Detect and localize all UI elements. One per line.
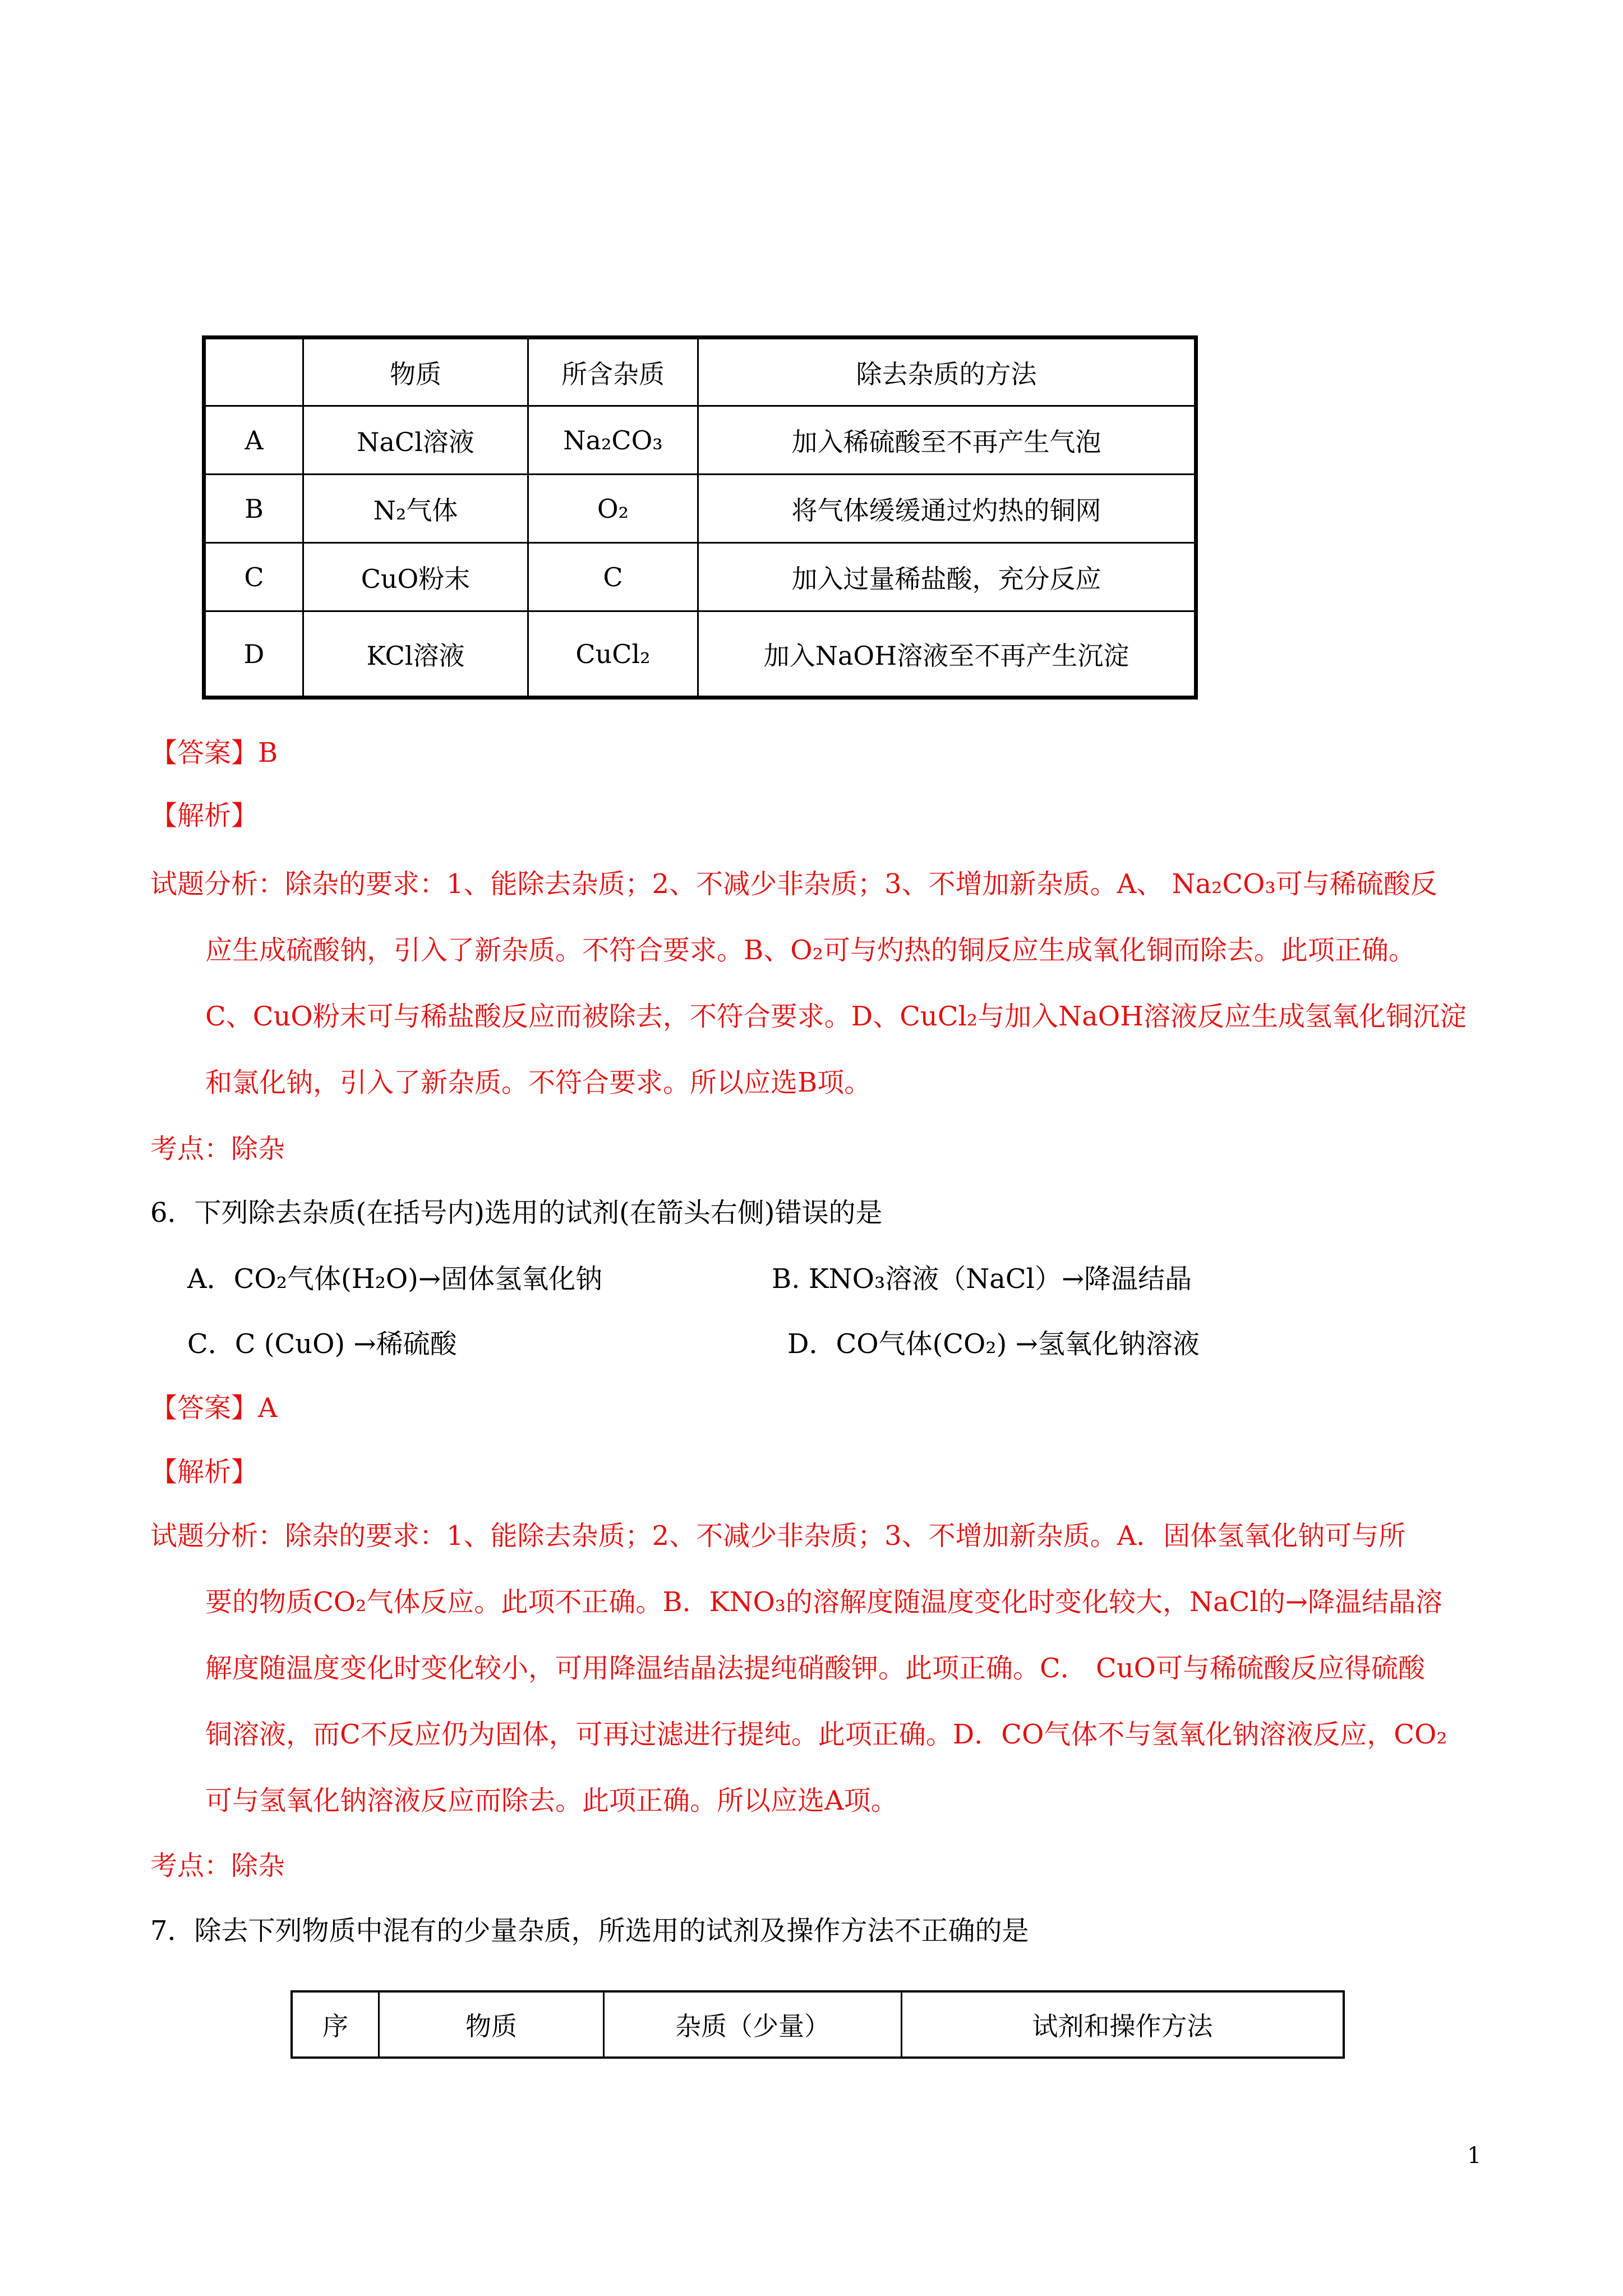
- question-6-option-a: A．CO₂气体(H₂O)→固体氢氧化钠: [187, 1263, 603, 1295]
- analysis-line: 试题分析：除杂的要求：1、能除去杂质；2、不减少非杂质；3、不增加新杂质。A．固体氢氧化钠可与所: [150, 1520, 1406, 1552]
- analysis-line: 铜溶液，而C不反应仍为固体，可再过滤进行提纯。此项正确。D．CO气体不与氢氧化钠溶液反应，CO₂: [205, 1719, 1447, 1750]
- table-cell: Na₂CO₃: [528, 406, 698, 475]
- table-cell: CuO粉末: [303, 543, 528, 611]
- table-cell: KCl溶液: [303, 611, 528, 698]
- table-cell: CuCl₂: [528, 611, 698, 698]
- table-cell: 将气体缓缓通过灼热的铜网: [698, 475, 1196, 543]
- page-number: 1: [1467, 2143, 1482, 2169]
- table-header-cell: 物质: [303, 338, 528, 406]
- analysis-line: 试题分析：除杂的要求：1、能除去杂质；2、不减少非杂质；3、不增加新杂质。A、 Na₂CO₃可与稀硫酸反: [150, 868, 1437, 900]
- table-cell: B: [204, 475, 303, 543]
- table-header-cell: 杂质（少量）: [604, 1991, 902, 2058]
- table-header-cell: 所含杂质: [528, 338, 698, 406]
- analysis-line: 要的物质CO₂气体反应。此项不正确。B．KNO₃的溶解度随温度变化时变化较大，NaCl的→降温结晶溶: [205, 1586, 1442, 1618]
- table-row: [204, 611, 1196, 698]
- table-cell: N₂气体: [303, 475, 528, 543]
- table-row: [204, 475, 1196, 543]
- question-6-option-d: D．CO气体(CO₂) →氢氧化钠溶液: [787, 1328, 1200, 1360]
- analysis-line: C、CuO粉末可与稀盐酸反应而被除去，不符合要求。D、CuCl₂与加入NaOH溶液反应生成氢氧化铜沉淀: [205, 1001, 1467, 1032]
- question-6-option-c: C．C (CuO) →稀硫酸: [187, 1328, 457, 1360]
- table-cell: 加入稀硫酸至不再产生气泡: [698, 406, 1196, 475]
- table-cell: C: [528, 543, 698, 611]
- key-point: 考点：除杂: [150, 1850, 285, 1881]
- table-header-cell: [204, 338, 303, 406]
- answer-label: 【答案】B: [150, 737, 278, 769]
- table-row: [204, 543, 1196, 611]
- table-cell: O₂: [528, 475, 698, 543]
- table-cell: 加入过量稀盐酸，充分反应: [698, 543, 1196, 611]
- table-cell: 加入NaOH溶液至不再产生沉淀: [698, 611, 1196, 698]
- table-header-cell: 物质: [379, 1991, 604, 2058]
- table-question-7: [291, 1990, 1345, 2059]
- table-impurity-removal: [202, 335, 1198, 700]
- table-header-row: [204, 338, 1196, 406]
- key-point: 考点：除杂: [150, 1133, 285, 1165]
- analysis-line: 可与氢氧化钠溶液反应而除去。此项正确。所以应选A项。: [205, 1785, 898, 1816]
- question-7-stem: 7．除去下列物质中混有的少量杂质，所选用的试剂及操作方法不正确的是: [150, 1915, 1029, 1947]
- analysis-label: 【解析】: [150, 800, 259, 831]
- question-6-stem: 6．下列除去杂质(在括号内)选用的试剂(在箭头右侧)错误的是: [150, 1197, 883, 1228]
- question-6-option-b: B. KNO₃溶液（NaCl）→降温结晶: [772, 1263, 1192, 1295]
- table-header-cell: 除去杂质的方法: [698, 338, 1196, 406]
- analysis-line: 和氯化钠，引入了新杂质。不符合要求。所以应选B项。: [205, 1067, 872, 1098]
- answer-label: 【答案】A: [150, 1392, 278, 1424]
- analysis-line: 解度随温度变化时变化较小，可用降温结晶法提纯硝酸钾。此项正确。C． CuO可与稀硫酸反应得硫酸: [205, 1653, 1425, 1684]
- table-cell: NaCl溶液: [303, 406, 528, 475]
- table-header-cell: 序: [292, 1991, 379, 2058]
- table-header-row: [292, 1991, 1344, 2058]
- table-cell: A: [204, 406, 303, 475]
- analysis-line: 应生成硫酸钠，引入了新杂质。不符合要求。B、O₂可与灼热的铜反应生成氧化铜而除去。此项正确。: [205, 935, 1415, 966]
- analysis-label: 【解析】: [150, 1456, 259, 1488]
- table-cell: C: [204, 543, 303, 611]
- table-header-cell: 试剂和操作方法: [902, 1991, 1344, 2058]
- table-cell: D: [204, 611, 303, 698]
- table-row: [204, 406, 1196, 475]
